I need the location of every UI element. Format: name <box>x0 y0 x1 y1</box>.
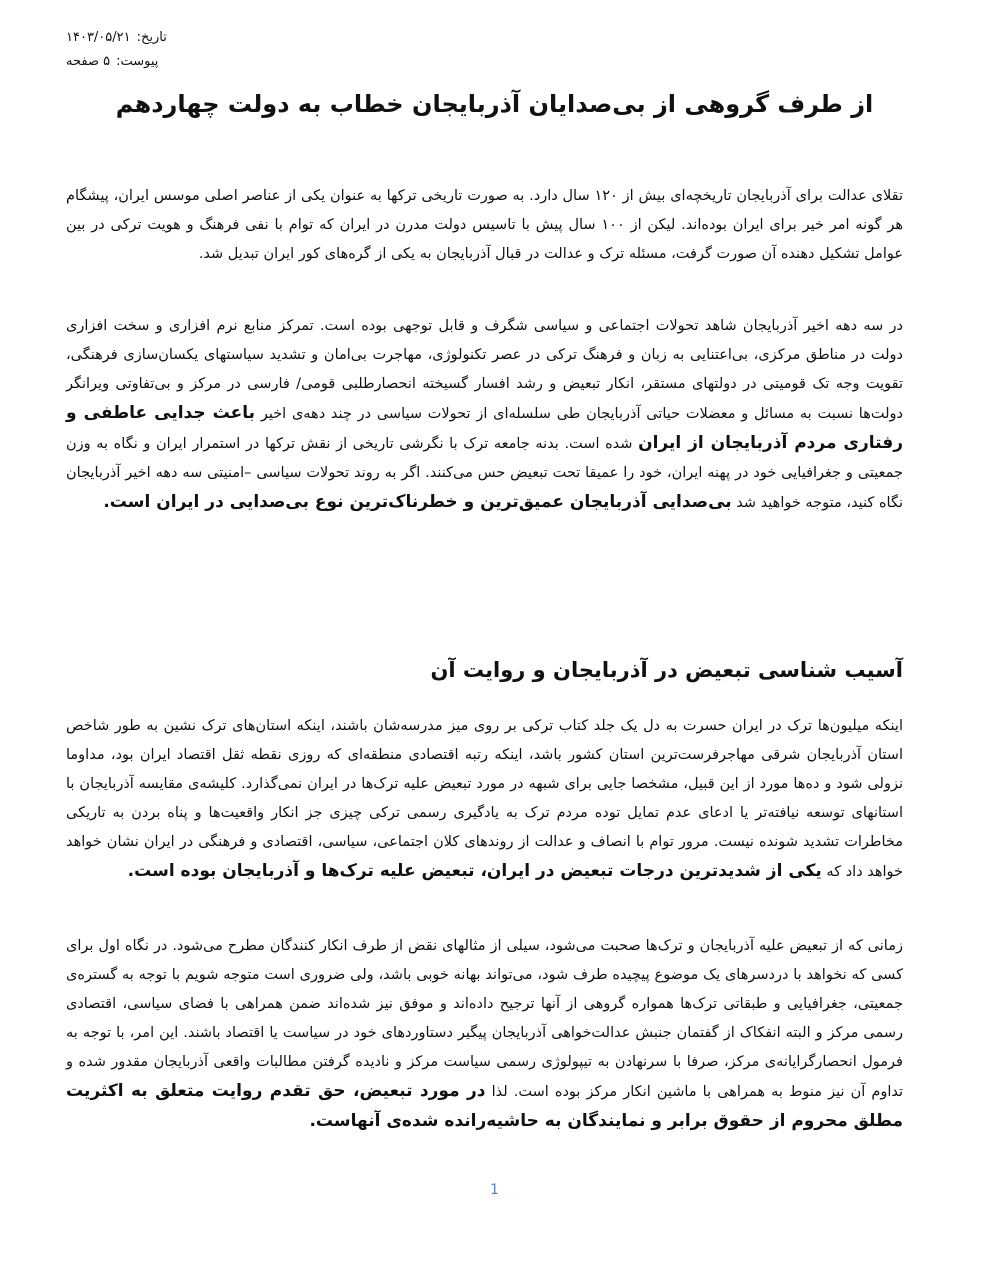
paragraph-3-text: اینکه میلیون‌ها ترک در ایران حسرت به دل یک جلد کتاب ترکی بر روی میز مدرسه‌شان باشند، اینکه استان‌های ترک نشین به طور شاخص استان آذربایجان شرقی مهاجرفرست‌ترین استان کشور باشد، اینکه رتبه اقتصادی منطقه‌ای که روزی نقطه ثقل اقتصاد ایران بود، مداوما نزولی شود و ده‌ها مورد از این قبیل، مشخصا جایی برای شبهه در مورد تبعیض علیه ترک‌ها در ایران نمی‌گذارد. کلیشه‌ی مقایسه آذربایجان با استانهای توسعه نیافته‌تر یا ادعای عدم تمایل توده مردم ترک به یادگیری رسمی ترکی چیزی جز انکار واقعیت‌ها و پناه بردن به تاریکی مخاطرات تشدید شونده نیست. مرور توام با انصاف و عدالت از روندهای کلان اجتماعی، سیاسی، اقتصادی و فرهنگی در ایران نشان خواهد خواهد داد که <box>66 718 903 880</box>
paragraph-2-bold-a: باعث جدایی عاطفی و رفتاری مردم آذربایجان از ایران <box>66 403 904 453</box>
attachment-value: ۵ صفحه <box>66 54 111 69</box>
date-row <box>66 26 186 50</box>
document-meta <box>66 26 186 74</box>
paragraph-2-bold-b: بی‌صدایی آذربایجان عمیق‌ترین و خطرناک‌ترین نوع بی‌صدایی در ایران است. <box>103 492 732 512</box>
paragraph-4-bold: در مورد تبعیض، حق تقدم روایت متعلق به اکثریت مطلق محروم از حقوق برابر و نمایندگان به حاشیه‌رانده شده‌ی آنهاست. <box>66 1081 903 1131</box>
date-label: تاریخ: <box>136 30 167 45</box>
paragraph-4-text: زمانی که از تبعیض علیه آذربایجان و ترک‌ها صحبت می‌شود، سیلی از مثالهای نقض از طرف انکار کنندگان مطرح می‌شود. در نگاه اول برای کسی که نخواهد با دردسرهای یک موضوع پیچیده طرف شود، می‌تواند بهانه خوبی باشد، ولی ضروری است متوجه شویم با توجه به گستره‌ی جمعیتی، جغرافیایی و طبقاتی ترک‌ها همواره گروهی از آنها ترجیح داده‌اند و موفق نیز شده‌اند ضمن همراهی با فضای سیاسی، اقتصادی رسمی مرکز و البته انفکاک از گفتمان جنبش عدالت‌خواهی آذربایجان پیگیر دستاوردهای خود در سیاست یا اقتصاد باشند. این امر، با توجه به فرمول انحصارگرایانه‌ی مرکز، صرفا با سرنهادن به تیپولوژی رسمی سیاست مرکز و نادیده گرفتن مطالبات واقعی آذربایجان مقدور شده و تداوم آن نیز منوط به همراهی با ماشین انکار مرکز بوده است. لذا <box>66 938 903 1100</box>
section-heading: آسیب شناسی تبعیض در آذربایجان و روایت آن <box>430 658 903 682</box>
paragraph-2 <box>66 312 903 518</box>
paragraph-2-text-b: شده است. بدنه جامعه ترک با نگرشی تاریخی از نقش ترکها در استمرار ایران و نگاه به وزن جمعیتی و جغرافیایی خود در پهنه ایران، خود را عمیقا تحت تبعیض حس می‌کنند. اگر به روند تحولات سیاسی –امنیتی سه دهه اخیر آذربایجان نگاه کنید، متوجه خواهید شد <box>66 436 903 511</box>
attachment-row <box>66 50 186 74</box>
paragraph-3-bold: یکی از شدیدترین درجات تبعیض در ایران، تبعیض علیه ترک‌ها و آذربایجان بوده است. <box>127 861 822 881</box>
attachment-label: پیوست: <box>116 54 159 69</box>
paragraph-2-text-a: در سه دهه اخیر آذربایجان شاهد تحولات اجتماعی و سیاسی شگرف و قابل توجهی بوده است. تمرکز منابع نرم افزاری و سخت افزاری دولت در مناطق مرکزی، بی‌اعتنایی به زبان و فرهنگ ترکی در عصر تکنولوژی، مهاجرت بی‌امان و تشدید سیاستهای یکسان‌سازی فرهنگی، تقویت وجه تک قومیتی در دولتهای مستقر، انکار تبعیض و رشد افسار گسیخته انحصارطلبی قومی/ فارسی در مرکز و بی‌تفاوتی ویرانگر دولت‌ها نسبت به مسائل و معضلات حیاتی آذربایجان طی سلسله‌ای از تحولات سیاسی در چند دهه‌ی اخیر <box>66 318 903 422</box>
paragraph-4 <box>66 932 903 1137</box>
date-value: ۱۴۰۳/۰۵/۲۱ <box>66 30 131 45</box>
paragraph-3 <box>66 712 903 887</box>
document-title: از طرف گروهی از بی‌صدایان آذربایجان خطاب به دولت چهاردهم <box>115 90 874 118</box>
page-number: 1 <box>490 1182 499 1198</box>
paragraph-1: تقلای عدالت برای آذربایجان تاریخچه‌ای بیش از ۱۲۰ سال دارد. به صورت تاریخی ترکها به عنوان یکی از عناصر اصلی موسس ایران، پیشگام هر گونه امر خیر برای ایران بوده‌اند. لیکن از ۱۰۰ سال پیش با تاسیس دولت مدرن در ایران که توام با نفی فرهنگ و هویت ترکی در بین عوامل تشکیل دهنده آن صورت گرفت، مسئله ترک و عدالت در قبال آذربایجان به یکی از گره‌های کور ایران تبدیل شد. <box>66 188 904 262</box>
